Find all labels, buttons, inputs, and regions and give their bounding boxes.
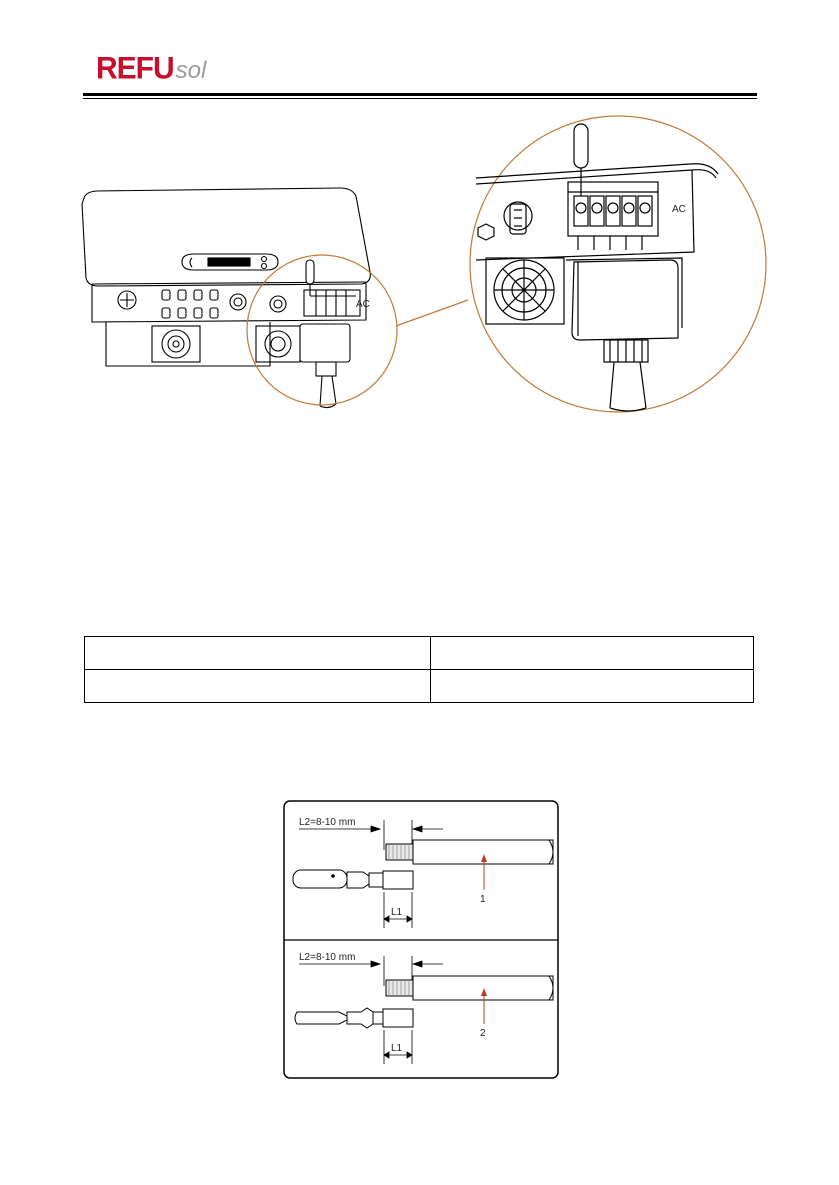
table-row (85, 637, 754, 670)
inverter-ac-wiring-figure (70, 112, 770, 417)
l1-label-top: L1 (391, 907, 403, 918)
header-rule-thin (83, 98, 757, 99)
l1-label-bottom: L1 (391, 1043, 403, 1054)
table-cell (85, 670, 431, 703)
spec-table (84, 636, 754, 703)
ac-label-small: AC (356, 299, 370, 310)
table-cell (431, 637, 754, 670)
dimension-label-bottom: L2=8-10 mm (299, 952, 356, 963)
table-cell (85, 637, 431, 670)
table-row (85, 670, 754, 703)
logo-text-sub: sol (175, 57, 207, 84)
callout-number-2: 2 (480, 1028, 486, 1039)
callout-number-1: 1 (480, 894, 486, 905)
header-rule (83, 93, 757, 96)
table-cell (431, 670, 754, 703)
ac-label-zoom: AC (672, 204, 686, 215)
cable-stripping-figure (283, 800, 559, 1079)
dimension-label-top: L2=8-10 mm (299, 817, 356, 828)
logo-text-main: REFU (96, 51, 174, 86)
refusol-logo (96, 52, 206, 86)
